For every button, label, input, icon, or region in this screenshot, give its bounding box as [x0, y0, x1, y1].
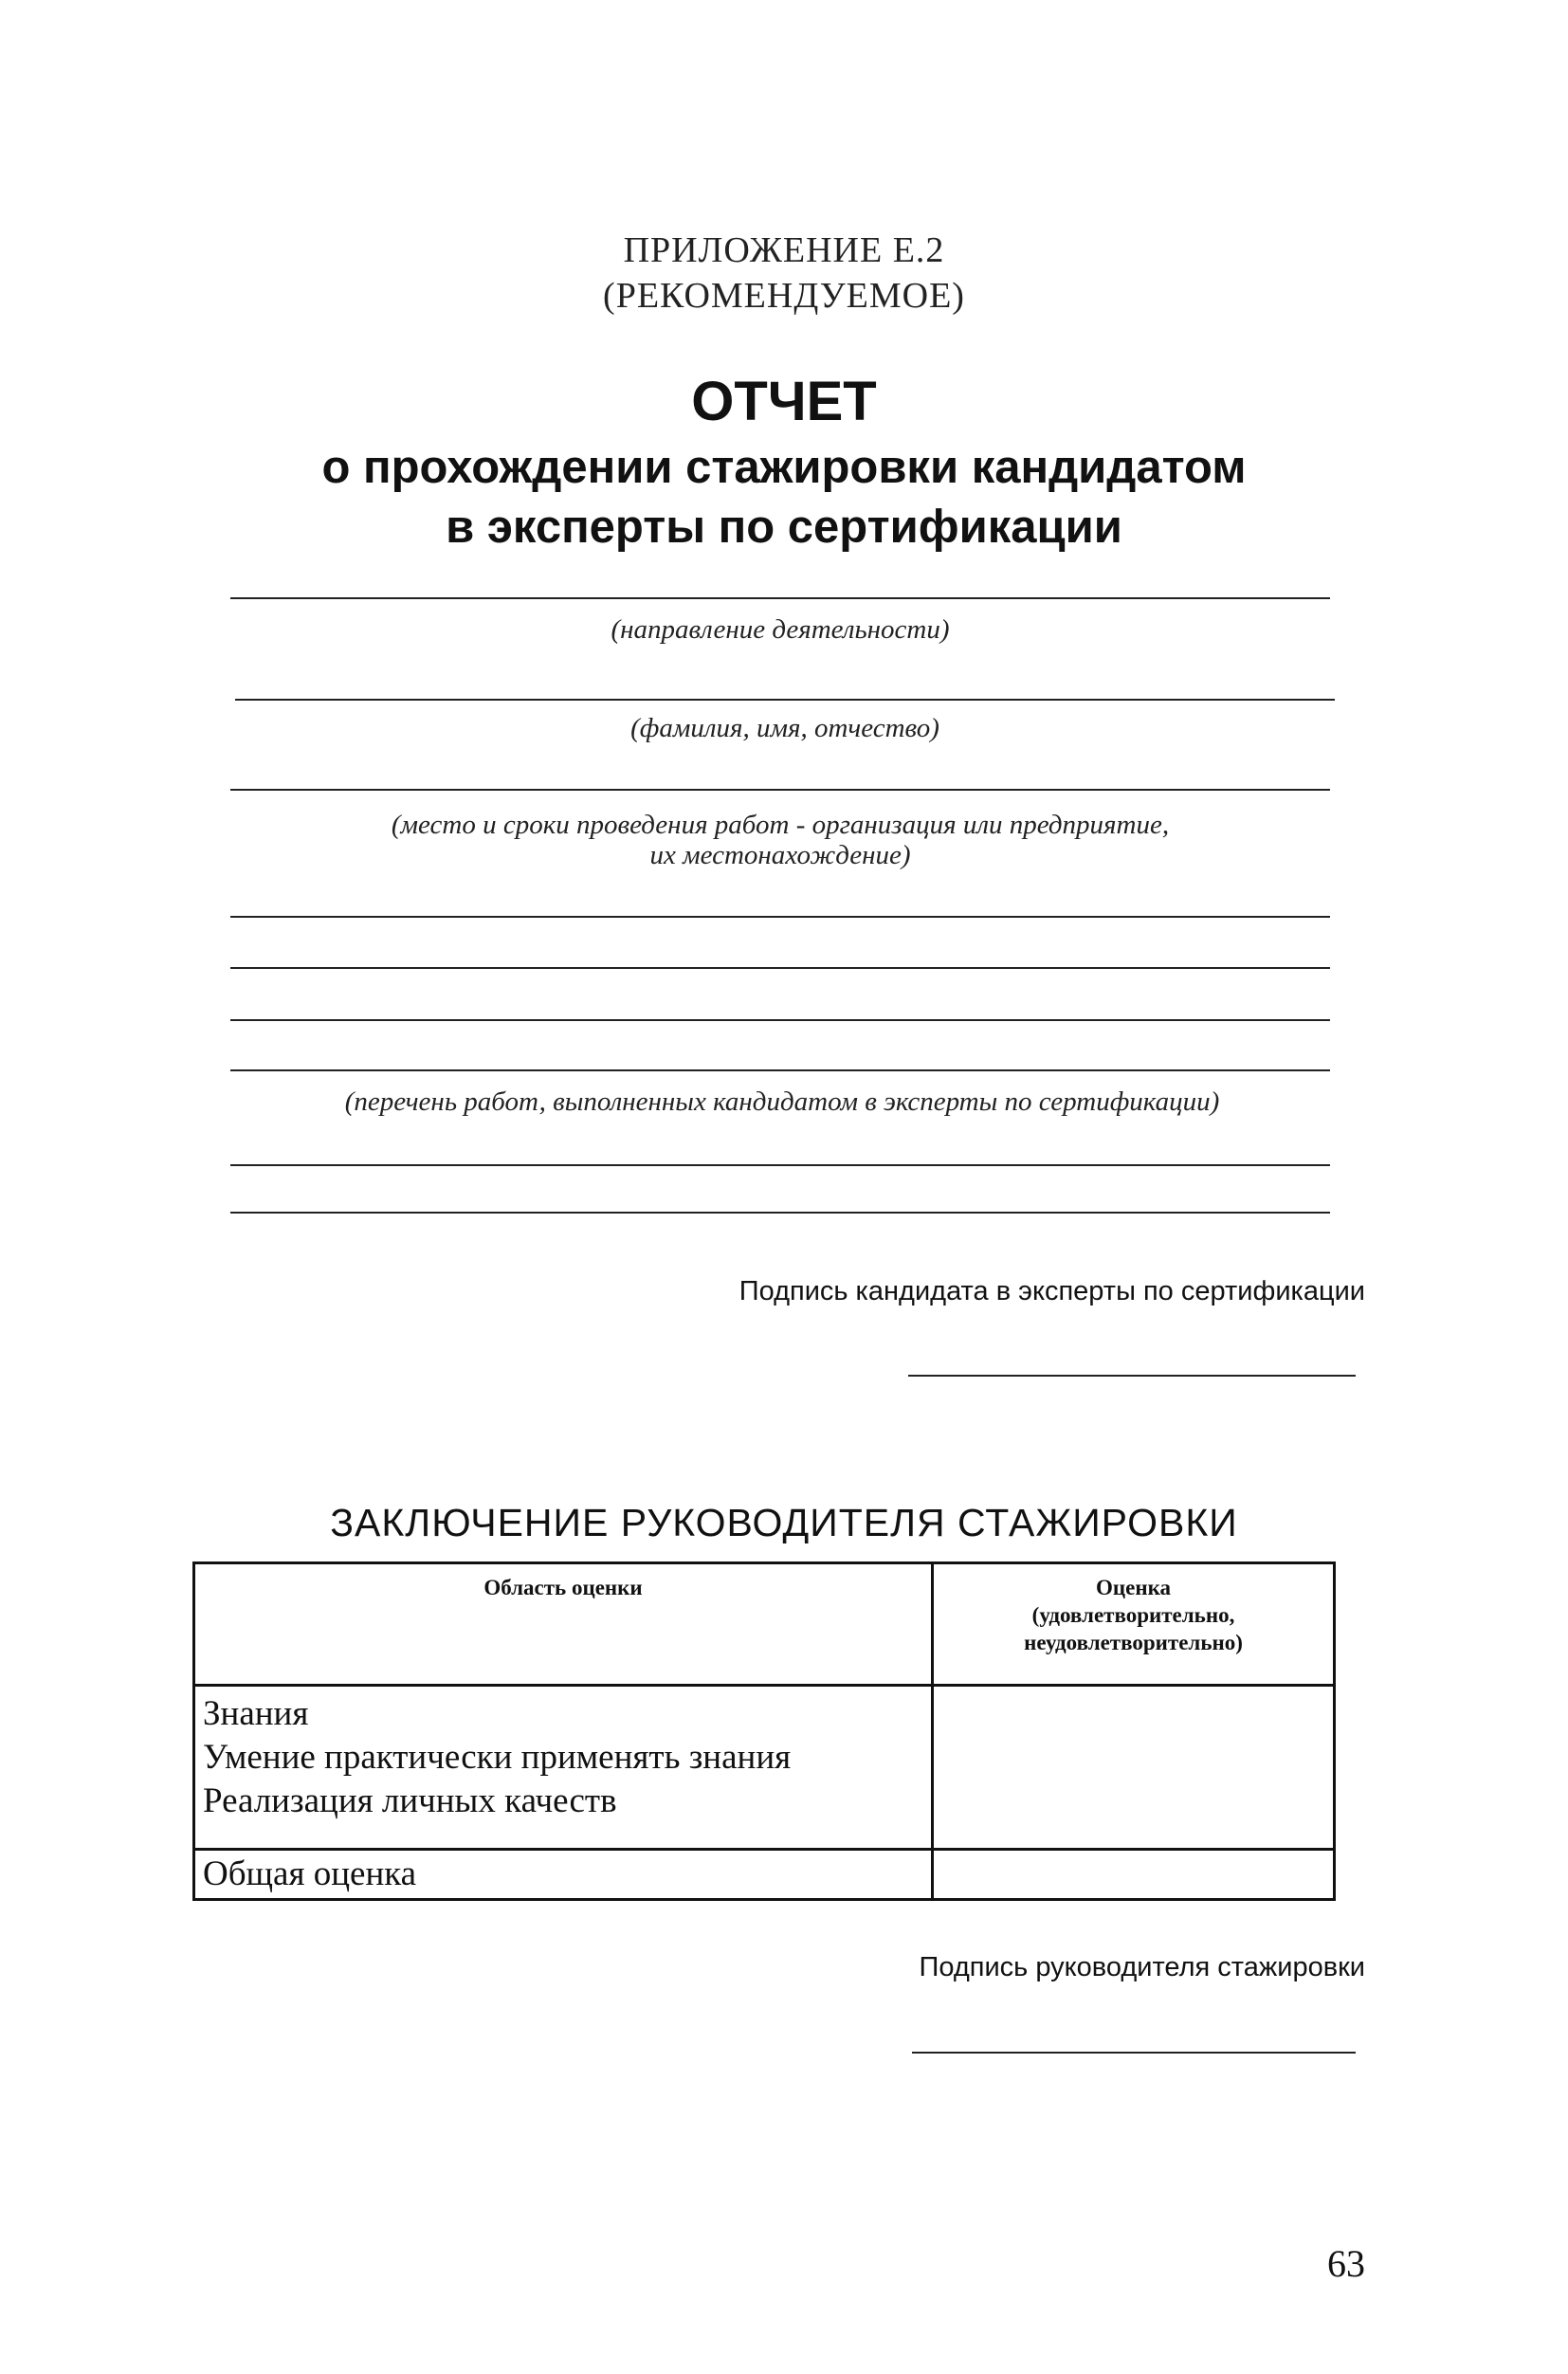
assessment-table — [192, 1561, 1336, 1901]
candidate-signature-label: Подпись кандидата в эксперты по сертификации — [738, 1276, 1365, 1306]
criterion-practical-application: Умение практически применять знания — [203, 1738, 792, 1777]
direction-line — [230, 597, 1330, 599]
name-line — [235, 699, 1335, 701]
header-grade-line-3: неудовлетворительно) — [1024, 1631, 1243, 1654]
place-line — [230, 789, 1330, 791]
works-line-1 — [230, 916, 1330, 918]
document-title: ОТЧЕТ — [691, 371, 877, 432]
header-assessment-area: Область оценки — [194, 1563, 933, 1686]
subtitle-line-2: в эксперты по сертификации — [446, 502, 1122, 553]
table-row — [194, 1850, 1335, 1900]
header-grade-line-2: (удовлетворительно, — [1031, 1603, 1235, 1627]
candidate-signature-line — [908, 1375, 1356, 1377]
works-line-2 — [230, 967, 1330, 969]
works-line-6 — [230, 1212, 1330, 1214]
total-label: Общая оценка — [203, 1854, 417, 1893]
direction-caption: (направление деятельности) — [611, 614, 950, 645]
place-caption-line-2: их местонахождение) — [649, 840, 911, 870]
total-cell — [194, 1850, 933, 1900]
appendix-heading — [0, 228, 1568, 319]
criterion-knowledge: Знания — [203, 1694, 309, 1733]
conclusion-heading: ЗАКЛЮЧЕНИЕ РУКОВОДИТЕЛЯ СТАЖИРОВКИ — [330, 1501, 1238, 1544]
name-caption: (фамилия, имя, отчество) — [630, 713, 939, 743]
supervisor-signature-label: Подпись руководителя стажировки — [919, 1952, 1365, 1982]
header-grade — [933, 1563, 1335, 1686]
works-caption: (перечень работ, выполненных кандидатом в эксперты по сертификации) — [344, 1087, 1220, 1117]
supervisor-signature-line — [912, 2052, 1356, 2054]
appendix-status: (РЕКОМЕНДУЕМОЕ) — [603, 276, 965, 316]
subtitle-line-1: о прохождении стажировки кандидатом — [321, 442, 1247, 493]
header-grade-line-1: Оценка — [1095, 1576, 1171, 1599]
page-number: 63 — [1327, 2242, 1365, 2285]
criterion-personal-qualities: Реализация личных качеств — [203, 1781, 617, 1820]
document-subtitle — [0, 438, 1568, 557]
works-line-3 — [230, 1019, 1330, 1021]
works-line-4 — [230, 1069, 1330, 1071]
criteria-grade-cell — [933, 1686, 1335, 1850]
place-caption-line-1: (место и сроки проведения работ - организация или предприятие, — [391, 810, 1170, 840]
table-row — [194, 1686, 1335, 1850]
criteria-cell — [194, 1686, 933, 1850]
table-header-row — [194, 1563, 1335, 1686]
total-grade-cell — [933, 1850, 1335, 1900]
appendix-number: ПРИЛОЖЕНИЕ Е.2 — [623, 230, 945, 270]
works-line-5 — [230, 1164, 1330, 1166]
